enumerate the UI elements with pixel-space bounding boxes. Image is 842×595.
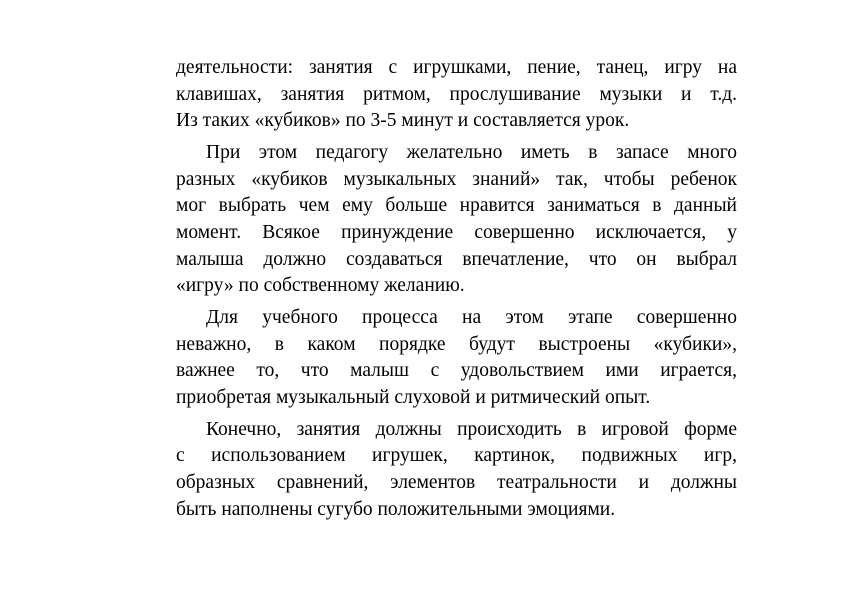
text-line: клавишах, занятия ритмом, прослушивание музыки и т.д. (176, 83, 737, 105)
text-line: важнее то, что малыш с удовольствием ими играется, (176, 360, 737, 382)
text-line: Для учебного процесса на этом этапе совершенно (206, 306, 737, 328)
text-line: быть наполнены сугубо положительными эмоциями. (176, 498, 616, 520)
text-line: с использованием игрушек, картинок, подвижных игр, (176, 445, 737, 467)
text-body (176, 55, 737, 528)
text-line: образных сравнений, элементов театральности и должны (176, 471, 737, 493)
paragraph-2 (176, 140, 737, 300)
text-line: Конечно, занятия должны происходить в игровой форме (206, 418, 737, 440)
text-line: малыша должно создаваться впечатление, что он выбрал (176, 248, 737, 270)
text-line: мог выбрать чем ему больше нравится заниматься в данный (176, 195, 737, 217)
paragraph-4 (176, 417, 737, 524)
text-line: разных «кубиков музыкальных знаний» так, чтобы ребенок (176, 168, 737, 190)
text-line: момент. Всякое принуждение совершенно исключается, у (176, 222, 737, 244)
text-line: Из таких «кубиков» по 3-5 минут и составляется урок. (176, 110, 630, 132)
paragraph-3 (176, 305, 737, 412)
text-line: «игру» по собственному желанию. (176, 275, 465, 297)
text-line: деятельности: занятия с игрушками, пение, танец, игру на (176, 57, 737, 78)
paragraph-1 (176, 55, 737, 135)
text-line: При этом педагогу желательно иметь в запасе много (206, 141, 737, 163)
text-line: неважно, в каком порядке будут выстроены «кубики», (176, 333, 737, 355)
text-line: приобретая музыкальный слуховой и ритмический опыт. (176, 387, 651, 409)
